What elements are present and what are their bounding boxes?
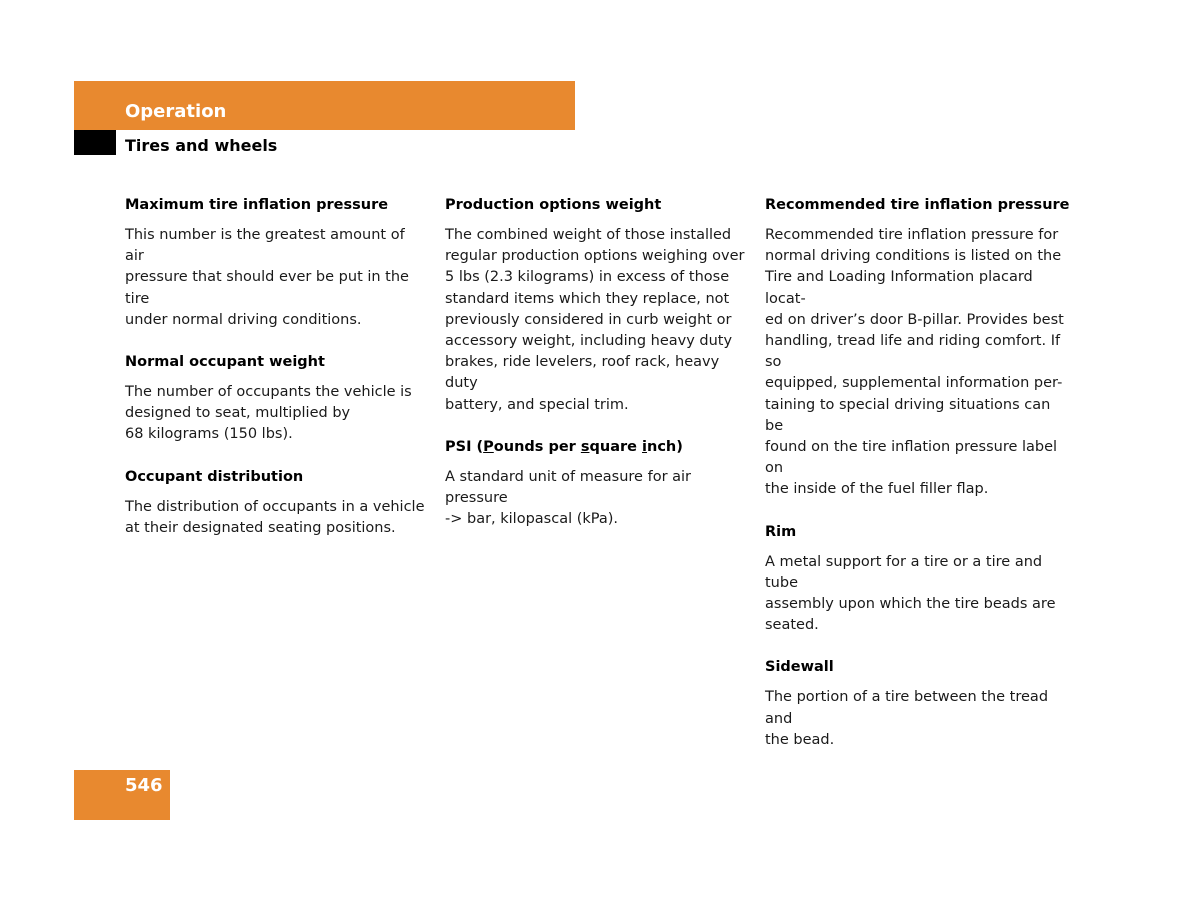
definition-entry (125, 467, 425, 539)
definition-entry (765, 522, 1065, 637)
subsection-title: Tires and wheels (125, 136, 278, 155)
psi-text: PSI ( (445, 438, 484, 455)
psi-text: nch) (647, 438, 683, 455)
definition-text: The portion of a tire between the tread and the bead. (765, 689, 1049, 748)
definition-term: Maximum tire inflation pressure (125, 197, 389, 213)
definition-term: Normal occupant weight (125, 354, 325, 371)
subsection-marker (74, 130, 116, 155)
definition-text: The distribution of occupants in a vehicle at their designated seating positions. (125, 498, 425, 536)
column-middle (445, 195, 745, 551)
definition-entry (765, 657, 1065, 751)
definition-entry (445, 195, 745, 416)
definition-entry (125, 195, 425, 331)
page-number: 546 (125, 775, 163, 796)
definition-text: A standard unit of measure for air pressure -> bar, kilopascal (kPa). (445, 468, 692, 528)
definition-text: A metal support for a tire or a tire and tube assembly upon which the tire beads are seated. (765, 553, 1056, 634)
column-left (125, 195, 425, 560)
definition-term: Rim (765, 523, 797, 540)
definition-text: The number of occupants the vehicle is designed to seat, multiplied by 68 kilograms (150 lbs). (125, 384, 412, 443)
column-right (765, 195, 1070, 772)
definition-term: Production options weight (445, 197, 662, 213)
psi-text: ounds per (493, 438, 581, 455)
psi-underlined-letter: P (483, 438, 494, 455)
definition-text: Recommended tire inflation pressure for normal driving conditions is listed on the Tire and Loading Information placard locat- ed on driver’s door B-pillar. Provides best handling, tread life and riding comfort. If so equipped, supplemental information per- taining to special driving situations can be found on the tire inflation pressure label on the inside of the fuel filler flap. (765, 227, 1064, 498)
definition-term-psi (445, 437, 745, 458)
section-title: Operation (125, 101, 227, 122)
definition-term: Sidewall (765, 659, 834, 676)
definition-term: Occupant distribution (125, 468, 304, 485)
definition-text: This number is the greatest amount of air pressure that should ever be put in the tire under normal driving conditions. (125, 227, 409, 328)
psi-underlined-letter: i (642, 438, 648, 455)
definition-entry (445, 437, 745, 531)
psi-text: quare (589, 438, 643, 455)
definition-entry (125, 352, 425, 446)
definition-entry (765, 195, 1070, 501)
definition-text: The combined weight of those installed regular production options weighing over 5 lbs (2.3 kilograms) in excess of those standard items which they replace, not previously considered in curb weight or accessory weight, including heavy duty brakes, ride levelers, roof rack, heavy duty battery, and special trim. (445, 227, 745, 413)
definition-term: Recommended tire inflation pressure (765, 197, 1070, 213)
psi-underlined-letter: s (580, 438, 590, 455)
